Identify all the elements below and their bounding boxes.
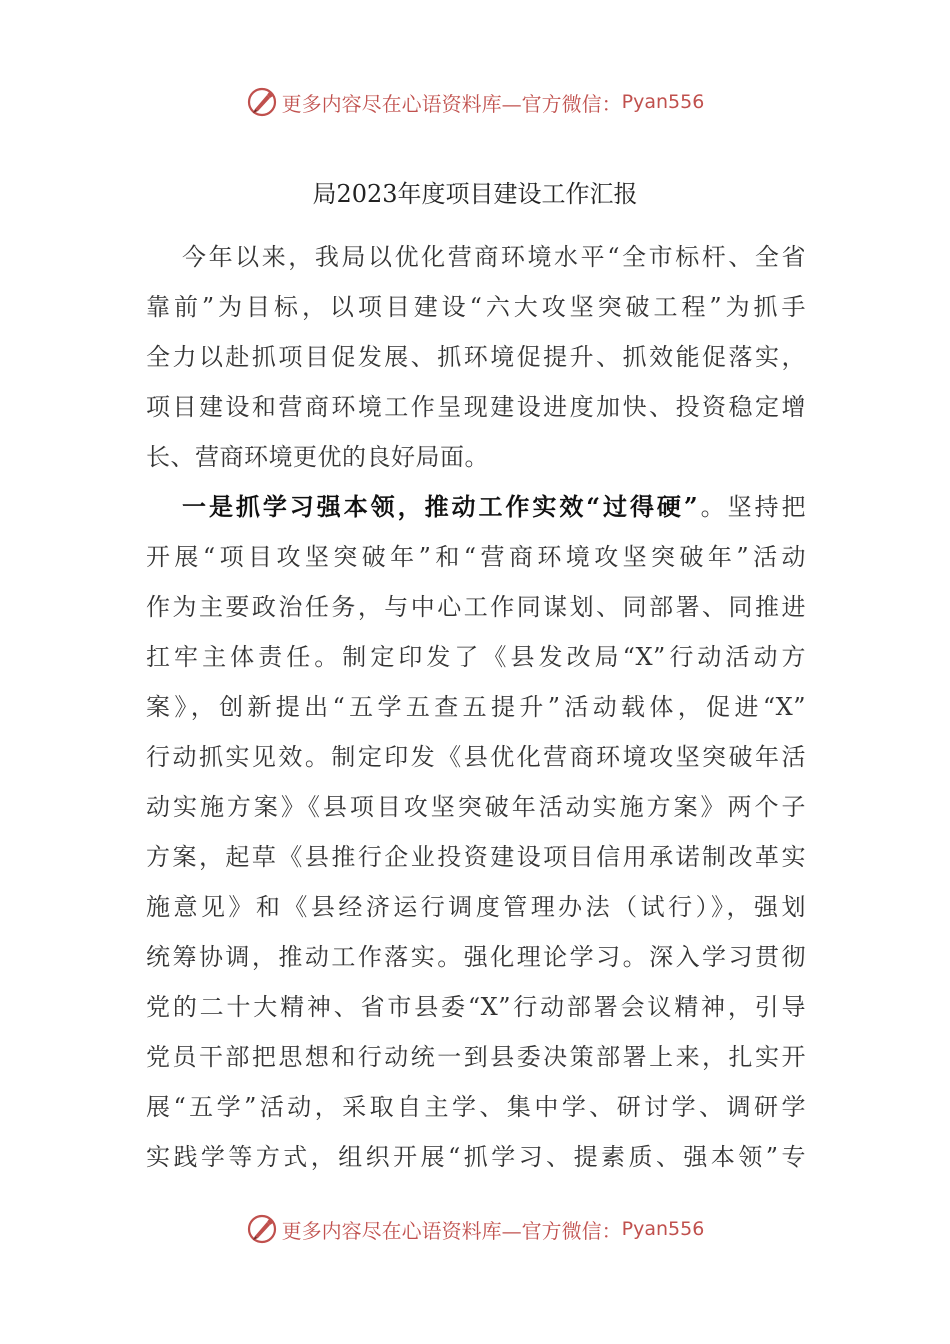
- text-line: 统筹协调，推动工作落实。强化理论学习。深入学习贯彻: [146, 943, 806, 971]
- text-line: 今年以来，我局以优化营商环境水平“全市标杆、全省: [182, 243, 806, 271]
- text-line: 长、营商环境更优的良好局面。: [146, 443, 489, 471]
- paragraph-intro: [146, 232, 806, 482]
- text-line: 项目建设和营商环境工作呈现建设进度加快、投资稳定增: [146, 393, 806, 421]
- text-line: 实践学等方式，组织开展“抓学习、提素质、强本领”专: [146, 1143, 806, 1171]
- pen-logo-icon: [246, 1213, 278, 1245]
- text-run: 。坚持把: [698, 493, 807, 521]
- text-line: 党员干部把思想和行动统一到县委决策部署上来，扎实开: [146, 1043, 806, 1071]
- watermark-header: [0, 82, 950, 122]
- text-line: 展“五学”活动，采取自主学、集中学、研讨学、调研学: [146, 1093, 806, 1121]
- watermark-text: 更多内容尽在心语资料库—官方微信：: [281, 1218, 622, 1243]
- text-line: [146, 482, 806, 532]
- text-line: 方案，起草《县推行企业投资建设项目信用承诺制改革实: [146, 843, 806, 871]
- paragraph-study: [146, 482, 806, 1182]
- text-line: 施意见》和《县经济运行调度管理办法（试行）》，强划: [146, 893, 806, 921]
- text-line: 扛牢主体责任。制定印发了《县发改局“X”行动活动方: [146, 643, 806, 671]
- document-title: 局2023年度项目建设工作汇报: [312, 180, 638, 208]
- text-line: 党的二十大精神、省市县委“X”行动部署会议精神，引导: [146, 993, 806, 1021]
- text-line: 动实施方案》《县项目攻坚突破年活动实施方案》两个子: [146, 793, 806, 821]
- watermark-footer: [0, 1209, 950, 1249]
- pen-logo-icon: [246, 86, 278, 118]
- text-line: 开展“项目攻坚突破年”和“营商环境攻坚突破年”活动: [146, 543, 806, 571]
- watermark-text: 更多内容尽在心语资料库—官方微信：: [281, 91, 622, 116]
- text-line: 作为主要政治任务，与中心工作同谋划、同部署、同推进: [146, 593, 806, 621]
- section-heading: 一是抓学习强本领，推动工作实效“过得硬”: [182, 492, 699, 521]
- document-body: [146, 232, 806, 1182]
- text-line: 行动抓实见效。制定印发《县优化营商环境攻坚突破年活: [146, 743, 806, 771]
- text-line: 靠前”为目标，以项目建设“六大攻坚突破工程”为抓手: [146, 293, 806, 321]
- watermark-wechat-id: Pyan556: [621, 1218, 705, 1240]
- text-line: 全力以赴抓项目促发展、抓环境促提升、抓效能促落实，: [146, 343, 806, 371]
- text-line: 案》，创新提出“五学五查五提升”活动载体，促进“X”: [146, 693, 806, 721]
- watermark-wechat-id: Pyan556: [621, 91, 705, 113]
